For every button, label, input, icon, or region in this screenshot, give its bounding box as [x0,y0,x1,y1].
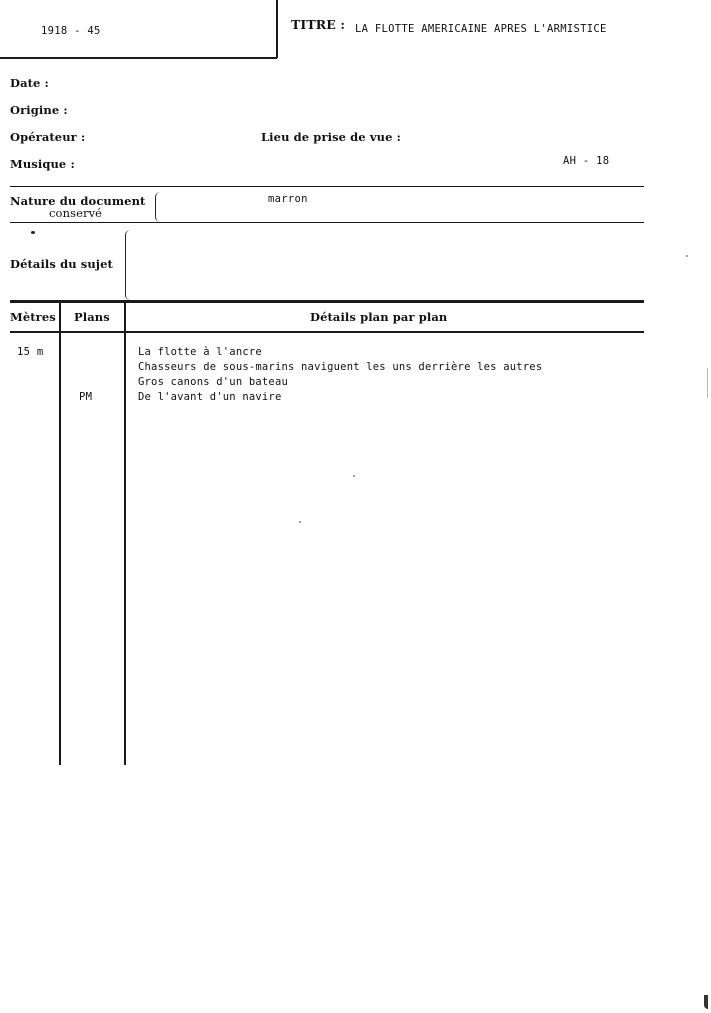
table-top-rule [10,300,644,303]
musique-label: Musique : [10,157,75,171]
table-row-1-text: La flotte à l'ancre [138,346,262,358]
scan-speck [353,475,355,477]
col-rule-metres [59,303,61,765]
title-label: TITRE : [291,17,346,32]
origine-label: Origine : [10,103,68,117]
operateur-label: Opérateur : [10,130,86,144]
nature-top-rule [10,186,644,187]
reference-number: 1918 - 45 [41,25,101,37]
table-row-2-text: Chasseurs de sous-marins naviguent les uns derrière les autres [138,361,543,373]
table-row-4-plan: PM [79,391,93,403]
ink-speck [31,231,35,234]
col-header-metres: Mètres [10,310,56,324]
table-row-4-text: De l'avant d'un navire [138,391,282,403]
metres-value: 15 m [17,346,44,358]
header-box-bottom-border [0,57,277,59]
col-rule-plans [124,303,126,765]
nature-brace [155,192,160,222]
scan-edge-mark [707,368,708,398]
header-box-right-border [276,0,278,58]
nature-label-line2: conservé [49,206,103,220]
table-header-rule [10,331,644,333]
scan-speck [299,521,301,523]
lieu-label: Lieu de prise de vue : [261,130,401,144]
nature-label-line1: Nature du document [10,194,146,208]
col-header-plans: Plans [74,310,110,324]
details-sujet-label: Détails du sujet [10,257,113,271]
nature-value: marron [268,193,308,205]
nature-bottom-rule [10,222,644,223]
scan-speck [686,255,688,257]
details-sujet-brace [125,230,130,300]
col-header-details: Détails plan par plan [310,310,448,324]
table-row-3-text: Gros canons d'un bateau [138,376,288,388]
document-code: AH - 18 [563,155,610,167]
title-value: LA FLOTTE AMERICAINE APRES L'ARMISTICE [355,23,607,35]
scan-corner-mark [704,995,708,1009]
date-label: Date : [10,76,49,90]
